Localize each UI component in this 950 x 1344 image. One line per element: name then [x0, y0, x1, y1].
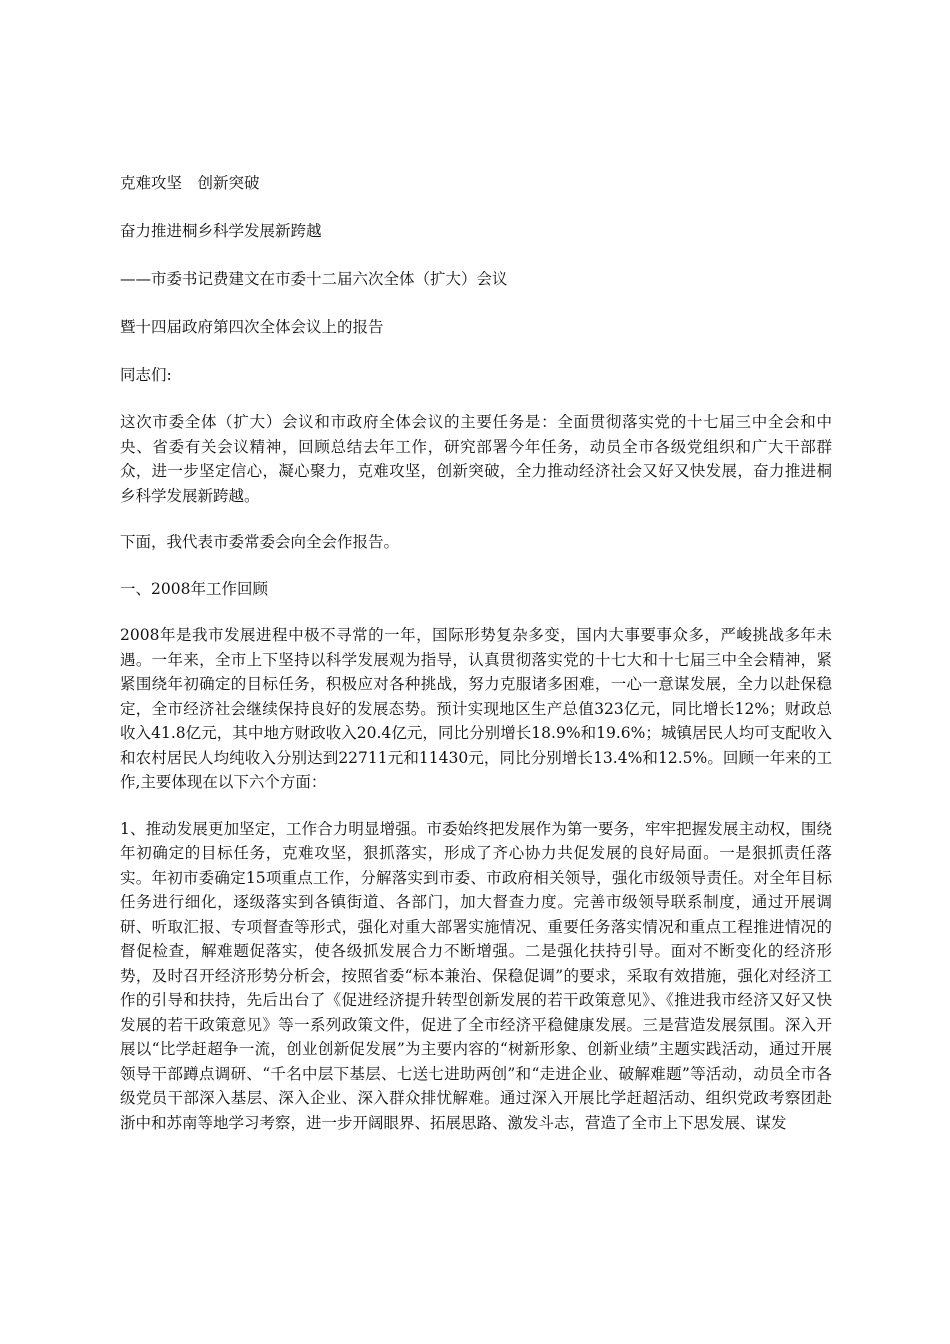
document-subtitle-line-1: ——市委书记费建文在市委十二届六次全体（扩大）会议	[120, 270, 508, 288]
salutation: 同志们:	[120, 366, 172, 384]
paragraph-intro: 这次市委全体（扩大）会议和市政府全体会议的主要任务是：全面贯彻落实党的十七届三中全会和中央、省委有关会议精神，回顾总结去年工作，研究部署今年任务，动员全市各级党组织和广大干部群众，进一步坚定信心，凝心聚力，克难攻坚，创新突破，全力推动经济社会又好又快发展，奋力推进桐乡科学发展新跨越。	[120, 413, 832, 505]
document-page	[120, 170, 832, 1135]
document-title-line-1: 克难攻坚 创新突破	[120, 174, 260, 192]
paragraph-report-statement: 下面，我代表市委常委会向全会作报告。	[120, 533, 400, 551]
section-heading-2008-review: 一、2008年工作回顾	[120, 579, 268, 598]
document-title-line-2: 奋力推进桐乡科学发展新跨越	[120, 222, 322, 240]
paragraph-point-1: 1、推动发展更加坚定，工作合力明显增强。市委始终把发展作为第一要务，牢牢把握发展主动权，围绕年初确定的目标任务，克难攻坚，狠抓落实，形成了齐心协力共促发展的良好局面。一是狠抓责任落实。年初市委确定15项重点工作，分解落实到市委、市政府相关领导，强化市级领导责任。对全年目标任务进行细化，逐级落实到各镇街道、各部门，加大督查力度。完善市级领导联系制度，通过开展调研、听取汇报、专项督查等形式，强化对重大部署实施情况、重要任务落实情况和重点工程推进情况的督促检查，解难题促落实，使各级抓发展合力不断增强。二是强化扶持引导。面对不断变化的经济形势，及时召开经济形势分析会，按照省委“标本兼治、保稳促调”的要求，采取有效措施，强化对经济工作的引导和扶持，先后出台了《促进经济提升转型创新发展的若干政策意见》、《推进我市经济又好又快发展的若干政策意见》等一系列政策文件，促进了全市经济平稳健康发展。三是营造发展氛围。深入开展以“比学赶超争一流，创业创新促发展”为主要内容的“树新形象、创新业绩”主题实践活动，通过开展领导干部蹲点调研、“千名中层下基层、七送七进助两创”和“走进企业、破解难题”等活动，动员全市各级党员干部深入基层、深入企业、深入群众排忧解难。通过深入开展比学赶超活动、组织党政考察团赴浙中和苏南等地学习考察，进一步开阔眼界、拓展思路、激发斗志，营造了全市上下思发展、谋发	[120, 819, 832, 1132]
document-subtitle-line-2: 暨十四届政府第四次全体会议上的报告	[120, 318, 384, 336]
paragraph-2008-overview: 2008年是我市发展进程中极不寻常的一年，国际形势复杂多变，国内大事要事众多，严峻挑战多年未遇。一年来，全市上下坚持以科学发展观为指导，认真贯彻落实党的十七大和十七届三中全会精神，紧紧围绕年初确定的目标任务，积极应对各种挑战，努力克服诸多困难，一心一意谋发展，全力以赴保稳定，全市经济社会继续保持良好的发展态势。预计实现地区生产总值323亿元，同比增长12%；财政总收入41.8亿元，其中地方财政收入20.4亿元，同比分别增长18.9%和19.6%；城镇居民人均可支配收入和农村居民人均纯收入分别达到22711元和11430元，同比分别增长13.4%和12.5%。回顾一年来的工作,主要体现在以下六个方面：	[120, 626, 832, 791]
